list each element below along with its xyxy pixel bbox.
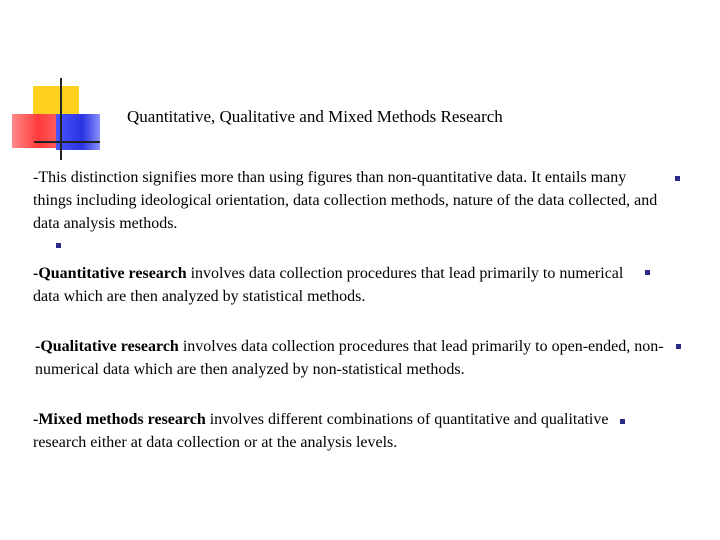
paragraph-text: involves data collection procedures that lead primarily to open-ended, non-numerical data which are then analyzed by non-statistical methods. <box>35 338 664 378</box>
paragraph-lead: -Quantitative research <box>33 265 187 282</box>
bullet-icon <box>56 243 61 248</box>
paragraph-lead: -Mixed methods research <box>33 411 206 428</box>
paragraph-qualitative <box>35 335 670 381</box>
bullet-icon <box>645 270 650 275</box>
slide-title: Quantitative, Qualitative and Mixed Methods Research <box>127 107 503 126</box>
decor-horizontal-line <box>34 141 100 143</box>
paragraph-text: -This distinction signifies more than using figures than non-quantitative data. It entails many things including ideological orientation, data collection methods, nature of the data collected, and data analysis methods. <box>33 169 658 232</box>
paragraph-distinction <box>33 166 663 235</box>
paragraph-text: involves different combinations of quantitative and qualitative research either at data collection or at the analysis levels. <box>33 411 609 451</box>
paragraph-quantitative <box>33 262 633 308</box>
paragraph-mixed <box>33 408 613 454</box>
decor-vertical-line <box>60 78 62 160</box>
bullet-icon <box>676 344 681 349</box>
paragraph-lead: -Qualitative research <box>35 338 179 355</box>
decor-blue-square <box>56 114 100 150</box>
bullet-icon <box>675 176 680 181</box>
bullet-icon <box>620 419 625 424</box>
paragraph-text: involves data collection procedures that lead primarily to numerical data which are then analyzed by statistical methods. <box>33 265 624 305</box>
